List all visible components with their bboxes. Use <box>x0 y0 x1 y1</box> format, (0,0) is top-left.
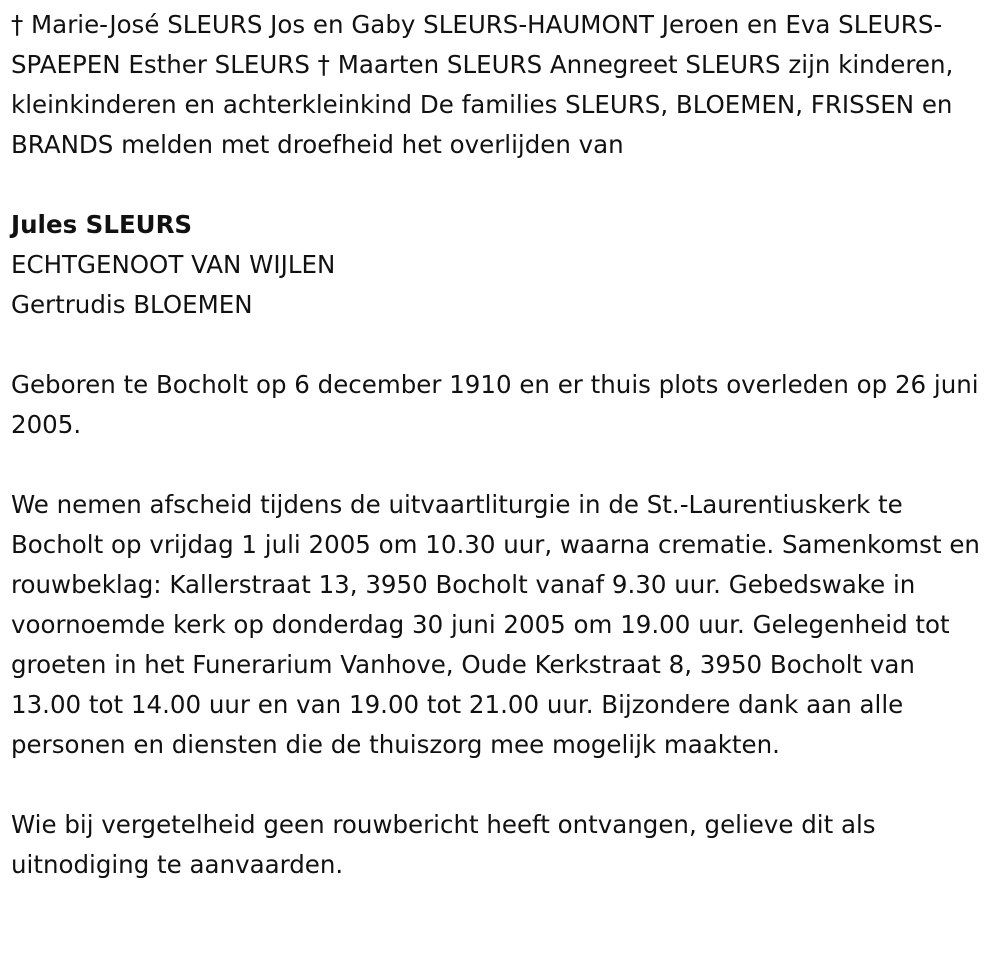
birth-death-text: Geboren te Bocholt op 6 december 1910 en er thuis plots overleden op 26 juni 2005. <box>11 370 979 439</box>
spacer <box>11 325 991 365</box>
closing-text: Wie bij vergetelheid geen rouwbericht heeft ontvangen, gelieve dit als uitnodiging te aanvaarden. <box>11 810 876 879</box>
spacer <box>11 445 991 485</box>
family-announcement: † Marie-José SLEURS Jos en Gaby SLEURS-HAUMONT Jeroen en Eva SLEURS-SPAEPEN Esther SLEURS † Maarten SLEURS Annegreet SLEURS zijn kinderen, kleinkinderen en achterkleinkind De families SLEURS, BLOEMEN, FRISSEN en BRANDS melden met droefheid het overlijden van <box>11 10 954 159</box>
spacer <box>11 765 991 805</box>
obituary-document <box>11 5 991 885</box>
spouse-label: ECHTGENOOT VAN WIJLEN <box>11 250 336 279</box>
spouse-name: Gertrudis BLOEMEN <box>11 290 253 319</box>
spacer <box>11 165 991 205</box>
deceased-name: Jules SLEURS <box>11 210 193 239</box>
ceremony-text: We nemen afscheid tijdens de uitvaartliturgie in de St.-Laurentiuskerk te Bocholt op vrijdag 1 juli 2005 om 10.30 uur, waarna crematie. Samenkomst en rouwbeklag: Kallerstraat 13, 3950 Bocholt vanaf 9.30 uur. Gebedswake in voornoemde kerk op donderdag 30 juni 2005 om 19.00 uur. Gelegenheid tot groeten in het Funerarium Vanhove, Oude Kerkstraat 8, 3950 Bocholt van 13.00 tot 14.00 uur en van 19.00 tot 21.00 uur. Bijzondere dank aan alle personen en diensten die de thuiszorg mee mogelijk maakten. <box>11 490 980 759</box>
